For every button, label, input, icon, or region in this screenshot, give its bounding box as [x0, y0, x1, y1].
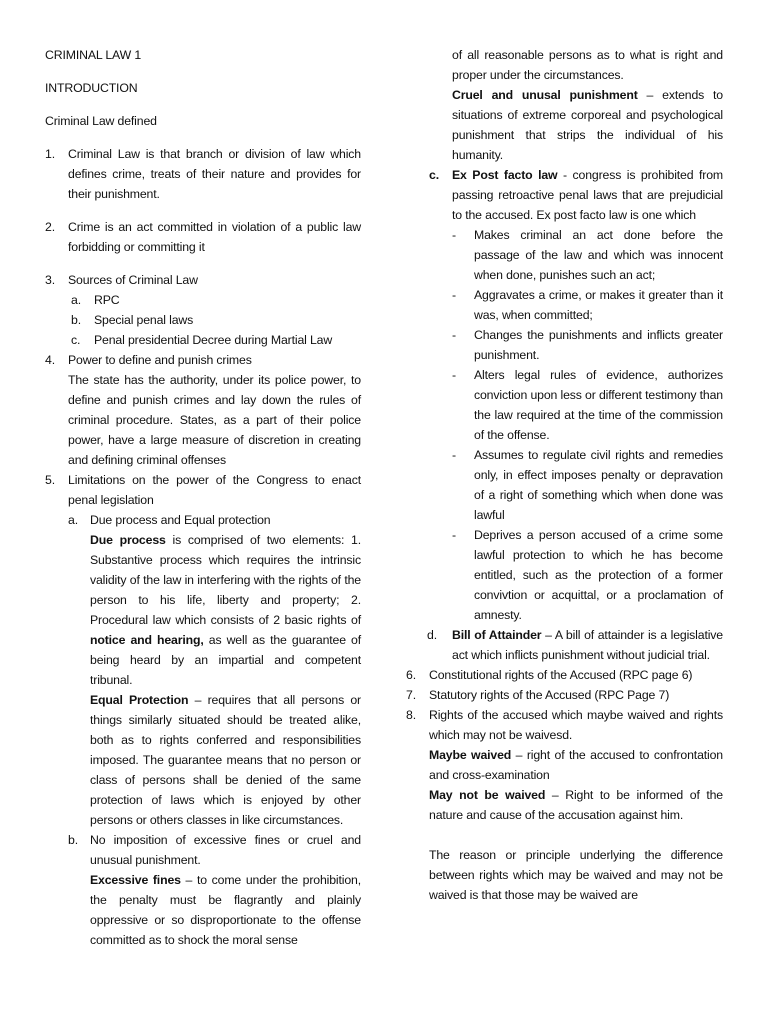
subheading-criminal-law-defined: Criminal Law defined	[45, 114, 157, 128]
list-item: 7. Statutory rights of the Accused (RPC Page 7)	[406, 688, 670, 702]
dash-list-item: - Deprives a person accused of a crime some lawful protection to which he has become entitled, such as the protection of a former convivtion or acquittal, or a proclamation of amnesty.	[452, 528, 723, 622]
sub-list-item: b. Special penal laws	[71, 313, 194, 327]
list-text: Sources of Criminal Law	[68, 273, 198, 287]
dash-list-item: - Alters legal rules of evidence, authorizes conviction upon less or different testimony than the law required at the time of the commission of the offense.	[452, 368, 723, 442]
list-item	[45, 144, 361, 204]
cruel-punishment-paragraph: Cruel and unusal punishment – extends to situations of extreme corporeal and psychological punishment that strips the individual of his humanity.	[452, 88, 723, 162]
not-waived-paragraph: May not be waived – Right to be informed of the nature and cause of the accusation against him.	[429, 788, 723, 822]
list-text: Criminal Law is that branch or division of law which defines crime, treats of their nature and provides for their punishment.	[68, 147, 361, 201]
list-number: 3.	[45, 273, 55, 287]
sub-list-item: d. Bill of Attainder – A bill of attainder is a legislative act which inflicts punishment without judicial trial.	[406, 625, 723, 665]
list-item: 6. Constitutional rights of the Accused (RPC page 6)	[406, 668, 693, 682]
list-number: 5.	[45, 473, 55, 487]
section-heading-introduction: INTRODUCTION	[45, 81, 138, 95]
excessive-fines-paragraph: Excessive fines – to come under the prohibition, the penalty must be flagrantly and plainly oppressive or so disproportionate to the offense committed as to shock the moral sense	[90, 873, 362, 947]
list-item	[45, 217, 361, 257]
sub-list-item: a. RPC	[71, 293, 120, 307]
equal-protection-paragraph: Equal Protection – requires that all persons or things similarly situated should be treated alike, both as to rights conferred and responsibilities imposed. The guarantee means that no person or class of persons shall be denied of the same protection of laws which is enjoyed by other persons or others classes in like circumstances.	[90, 693, 362, 827]
dash-list-item: - Assumes to regulate civil rights and remedies only, in effect imposes penalty or depravation of a right of something which when done was lawful	[452, 448, 723, 522]
maybe-waived-paragraph: Maybe waived – right of the accused to confrontation and cross-examination	[429, 748, 723, 782]
list-item	[45, 270, 361, 290]
list-text: Power to define and punish crimes	[68, 353, 252, 367]
continued-text: of all reasonable persons as to what is right and proper under the circumstances.	[452, 48, 723, 82]
document-title: CRIMINAL LAW 1	[45, 48, 142, 62]
list-item	[45, 350, 361, 470]
list-text: Limitations on the power of the Congress to enact penal legislation	[68, 473, 361, 507]
sub-list-item: c. Penal presidential Decree during Martial Law	[71, 333, 333, 347]
list-number: 4.	[45, 353, 55, 367]
ex-post-facto-paragraph: Ex Post facto law - congress is prohibited from passing retroactive penal laws that are prejudicial to the accused. Ex post facto law is one which	[452, 168, 723, 222]
list-item: 8. Rights of the accused which maybe waived and rights which may not be waivesd. Maybe waived – right of the accused to confrontation and cross-examination May not be waived – Right to be informed of the nature and cause of the accusation against him. The reason or principle underlying the difference between rights which may be waived and may not be waived is that those may be waived are	[406, 705, 723, 905]
list-paragraph: The state has the authority, under its police power, to define and punish crimes and lay down the rules of criminal procedure. States, as a part of their police power, have a large measure of discretion in creating and defining criminal offenses	[68, 373, 361, 467]
dash-list-item: - Makes criminal an act done before the passage of the law and which was innocent when done, punishes such an act;	[452, 228, 723, 282]
dash-list-item: - Changes the punishments and inflicts greater punishment.	[452, 328, 723, 362]
list-item	[45, 470, 361, 510]
list-text: Crime is an act committed in violation of a public law forbidding or committing it	[68, 220, 361, 254]
reason-paragraph: The reason or principle underlying the difference between rights which may be waived and may not be waived is that those may be waived are	[429, 848, 723, 902]
sub-list-item: b. No imposition of excessive fines or cruel and unusual punishment. Excessive fines – to come under the prohibition, the penalty must be flagrantly and plainly oppressive or so disproportionate to the offense committed as to shock the moral sense	[45, 830, 361, 950]
sub-list-item: a. Due process and Equal protection Due process is comprised of two elements: 1. Substantive process which requires the intrinsic validity of the law in interfering with the rights of the person to his life, liberty and property; 2. Procedural law which consists of 2 basic rights of notice and hearing, as well as the guarantee of being heard by an impartial and competent tribunal. Equal Protection – requires that all persons or things similarly situated should be treated alike, both as to rights conferred and responsibilities imposed. The guarantee means that no person or class of persons shall be denied of the same protection of laws which is enjoyed by other persons or others classes in like circumstances.	[45, 510, 361, 830]
list-number: 2.	[45, 220, 55, 234]
due-process-paragraph: Due process is comprised of two elements: 1. Substantive process which requires the intrinsic validity of the law in interfering with the rights of the person to his life, liberty and property; 2. Procedural law which consists of 2 basic rights of notice and hearing, as well as the guarantee of being heard by an impartial and competent tribunal.	[90, 533, 361, 687]
sub-list-item: c. Ex Post facto law - congress is prohibited from passing retroactive penal laws that are prejudicial to the accused. Ex post facto law is one which	[406, 165, 723, 225]
ex-post-facto-list	[406, 225, 723, 625]
bill-of-attainder-paragraph: Bill of Attainder – A bill of attainder is a legislative act which inflicts punishment without judicial trial.	[452, 628, 723, 662]
dash-list-item: - Aggravates a crime, or makes it greater than it was, when committed;	[452, 288, 723, 322]
right-column	[406, 45, 723, 905]
list-number: 1.	[45, 147, 55, 161]
left-column	[45, 45, 361, 950]
